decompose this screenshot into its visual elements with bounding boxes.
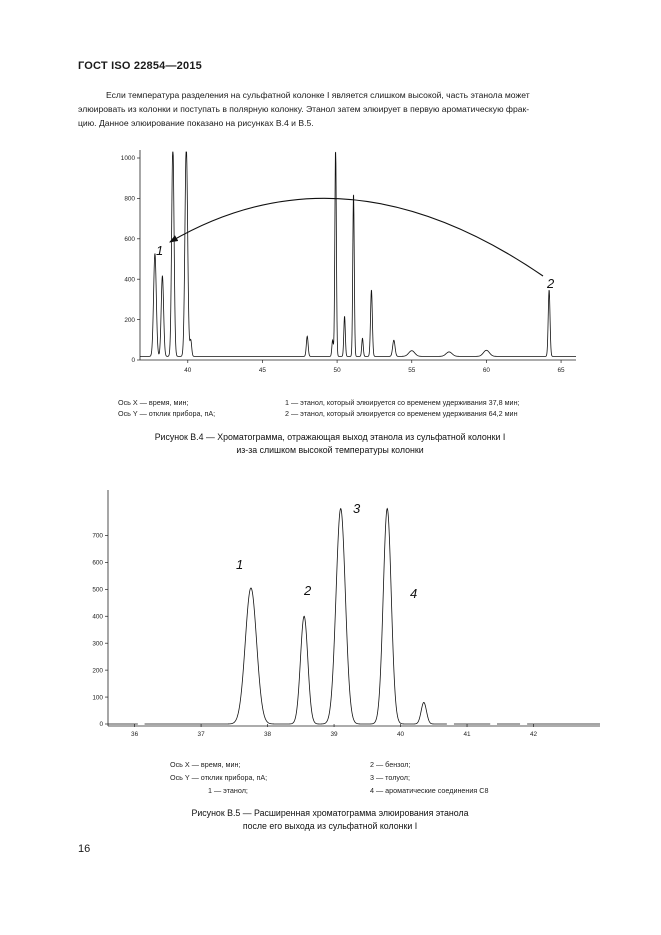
- fig5-y-tick-label: 300: [92, 640, 103, 648]
- fig4-peak-label-2: 2: [547, 276, 555, 291]
- fig4-x-tick-label: 40: [184, 367, 192, 374]
- fig4-y-tick-label: 1000: [120, 155, 135, 163]
- fig4-x-tick-label: 65: [557, 367, 565, 374]
- fig4-legend-x: Ось X — время, мин;: [118, 398, 189, 407]
- paragraph-line-3: цию. Данное элюирование показано на рисунках В.4 и В.5.: [78, 118, 314, 128]
- fig4-y-tick-label: 400: [124, 276, 135, 284]
- fig4-y-tick-label: 800: [124, 195, 135, 203]
- figure-b5-chromatogram: [92, 490, 600, 738]
- fig4-x-tick-label: 60: [482, 367, 490, 374]
- fig5-x-tick-label: 37: [197, 731, 205, 738]
- fig5-x-tick-label: 36: [131, 731, 139, 738]
- fig5-peak-label-2: 2: [304, 583, 312, 598]
- fig4-y-tick-label: 600: [124, 236, 135, 243]
- fig4-legend-y: Ось Y — отклик прибора, пА;: [118, 409, 216, 418]
- figure-b4-chromatogram: [121, 150, 576, 374]
- fig5-x-tick-label: 41: [463, 731, 471, 738]
- elution-shift-arrow: [170, 198, 543, 276]
- fig4-legend-item-1: 1 — этанол, который элюируется со временем удерживания 37,8 мин;: [285, 398, 520, 407]
- fig4-trace: [140, 152, 576, 356]
- fig4-y-tick-label: 0: [131, 357, 135, 365]
- fig5-x-tick-label: 39: [330, 731, 338, 738]
- fig5-legend-x: Ось X — время, мин;: [170, 760, 241, 769]
- fig5-y-tick-label: 0: [99, 721, 103, 729]
- paragraph-line-2: элюировать из колонки и поступать в полярную колонку. Этанол затем элюирует в первую ароматическую фрак-: [78, 104, 530, 114]
- fig4-x-tick-label: 55: [408, 367, 416, 374]
- fig4-peak-label-1: 1: [156, 243, 164, 258]
- fig4-caption-line-2: из-за слишком высокой температуры колонки: [236, 445, 424, 455]
- fig5-x-tick-label: 42: [529, 731, 538, 738]
- page-number: 16: [78, 843, 91, 855]
- fig5-peak-label-4: 4: [410, 586, 418, 601]
- fig5-trace: [108, 509, 600, 724]
- document-header: ГОСТ ISO 22854—2015: [78, 60, 202, 72]
- fig4-x-tick-label: 45: [258, 367, 266, 374]
- fig4-y-tick-label: 200: [124, 316, 135, 324]
- fig5-legend-item-4: 4 — ароматические соединения С8: [370, 786, 489, 795]
- fig5-y-tick-label: 500: [92, 586, 103, 594]
- fig5-legend-item-3: 3 — толуол;: [370, 773, 410, 782]
- fig5-x-tick-label: 38: [264, 731, 272, 738]
- fig4-caption-line-1: Рисунок В.4 — Хроматограмма, отражающая выход этанола из сульфатной колонки I: [154, 432, 506, 442]
- fig5-y-tick-label: 200: [92, 667, 103, 675]
- fig5-caption-line-2: после его выхода из сульфатной колонки I: [242, 821, 418, 831]
- fig4-legend-item-2: 2 — этанол, который элюируется со временем удерживания 64,2 мин: [285, 409, 518, 418]
- fig5-legend-y: Ось Y — отклик прибора, пА;: [170, 773, 268, 782]
- fig5-y-tick-label: 400: [92, 613, 103, 621]
- fig5-y-tick-label: 700: [92, 532, 103, 540]
- fig5-legend-item-1: 1 — этанол;: [208, 786, 248, 795]
- fig5-peak-label-3: 3: [353, 501, 361, 516]
- fig5-caption-line-1: Рисунок В.5 — Расширенная хроматограмма элюирования этанола: [191, 808, 469, 818]
- fig5-x-tick-label: 40: [396, 731, 405, 738]
- fig5-y-tick-label: 600: [92, 559, 103, 567]
- fig5-peak-label-1: 1: [236, 557, 244, 572]
- fig5-legend-item-2: 2 — бензол;: [370, 760, 411, 769]
- fig5-y-tick-label: 100: [92, 694, 103, 702]
- paragraph-line-1: Если температура разделения на сульфатной колонке I является слишком высокой, часть этанола может: [106, 90, 530, 100]
- fig4-x-tick-label: 50: [333, 367, 341, 374]
